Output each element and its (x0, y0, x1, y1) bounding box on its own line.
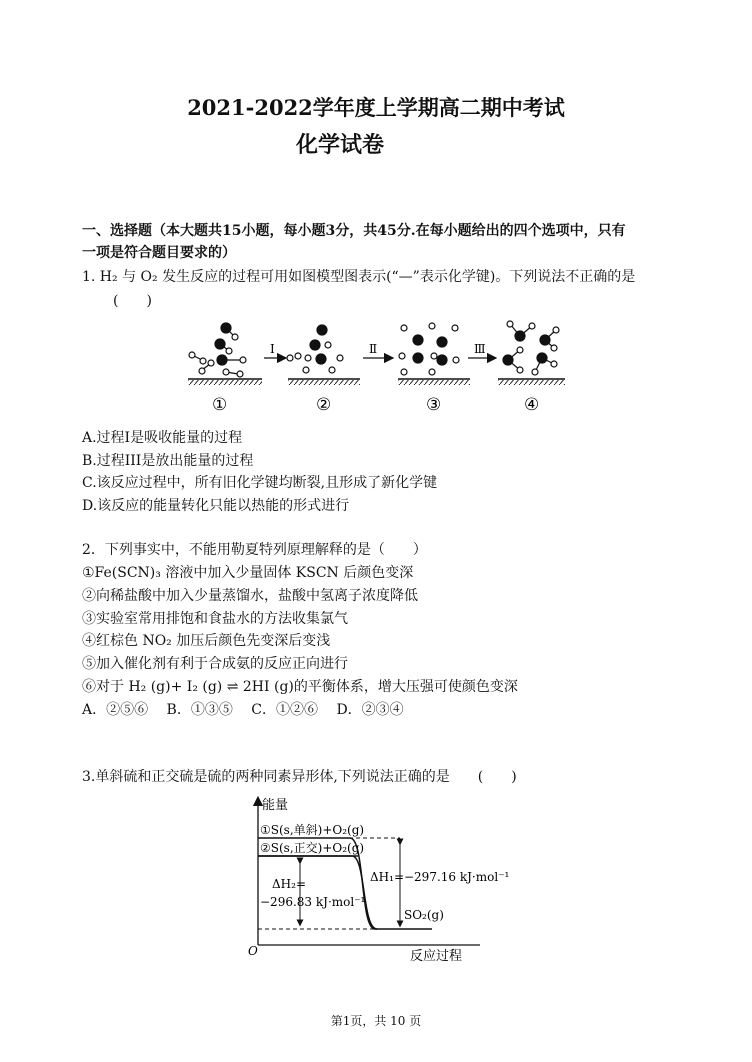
product-label: SO₂(g) (404, 908, 444, 922)
stage4-water-molecules (503, 321, 559, 375)
stage1-molecules (189, 323, 246, 377)
stage-label-2: ② (316, 395, 332, 415)
surface-2 (288, 379, 360, 385)
level1-label: ①S(s,单斜)+O₂(g) (260, 823, 365, 837)
q2-item-3: ③实验室常用排饱和食盐水的方法收集氯气 (82, 611, 348, 627)
q1-answer-blank: ( ) (113, 293, 152, 309)
q2-item-6: ⑥对于 H₂ (g)+ I₂ (g) ⇌ 2HI (g)的平衡体系，增大压强可使颜色变深 (82, 679, 518, 695)
x-axis-label: 反应过程 (410, 949, 463, 964)
q2-item-2: ②向稀盐酸中加入少量蒸馏水，盐酸中氢离子浓度降低 (82, 588, 418, 604)
exam-subtitle: 化学试卷 (295, 132, 384, 158)
q1-molecule-diagram (180, 318, 570, 418)
q1-option-d: D.该反应的能量转化只能以热能的形式进行 (82, 498, 350, 514)
y-axis-label: 能量 (262, 798, 289, 813)
stage-label-4: ④ (524, 395, 540, 415)
page-footer: 第1页，共 10 页 (330, 1014, 422, 1028)
q2-stem: 2．下列事实中，不能用勒夏特列原理解释的是（ ） (82, 542, 427, 558)
dh1-label: ΔH₁=−297.16 kJ·mol⁻¹ (370, 870, 510, 884)
q2-item-4: ④红棕色 NO₂ 加压后颜色先变深后变浅 (82, 633, 331, 649)
section-heading-cont: 一项是符合题目要求的） (82, 245, 236, 261)
exam-title: 2021-2022学年度上学期高二期中考试 (187, 95, 565, 120)
q1-option-c: C.该反应过程中，所有旧化学键均断裂,且形成了新化学键 (82, 475, 438, 491)
origin-label: O (248, 944, 258, 958)
surface-1 (188, 379, 262, 385)
dh2-label: ΔH₂= (272, 877, 306, 891)
surface-3 (398, 379, 470, 385)
q1-stem: 1. H₂ 与 O₂ 发生反应的过程可用如图模型图表示(“—”表示化学键)。下列说法不正确的是 (82, 269, 636, 285)
q1-option-b: B.过程III是放出能量的过程 (82, 453, 254, 469)
q2-choices: A．②⑤⑥ B．①③⑤ C．①②⑥ D．②③④ (82, 702, 404, 718)
dh2-value: −296.83 kJ·mol⁻¹ (260, 895, 366, 909)
curve-orthorhombic (258, 856, 377, 929)
q3-energy-diagram (240, 793, 530, 965)
surface-4 (498, 379, 565, 385)
step-label-3: Ⅲ (474, 342, 486, 356)
q2-item-5: ⑤加入催化剂有利于合成氨的反应正向进行 (82, 656, 348, 672)
q3-stem: 3.单斜硫和正交硫是硫的两种同素异形体,下列说法正确的是 ( ) (82, 769, 517, 785)
step-label-2: Ⅱ (369, 342, 378, 356)
section-heading: 一、选择题（本大题共15小题，每小题3分，共45分.在每小题给出的四个选项中，只有 (82, 223, 626, 239)
stage-label-1: ① (212, 395, 228, 415)
q2-item-1: ①Fe(SCN)₃ 溶液中加入少量固体 KSCN 后颜色变深 (82, 565, 414, 581)
stage2-atoms (287, 325, 343, 373)
q1-option-a: A.过程I是吸收能量的过程 (82, 430, 243, 446)
level2-label: ②S(s,正交)+O₂(g) (260, 841, 365, 855)
stage-label-3: ③ (426, 395, 442, 415)
step-label-1: Ⅰ (270, 342, 275, 356)
stage3-atoms (399, 323, 459, 375)
